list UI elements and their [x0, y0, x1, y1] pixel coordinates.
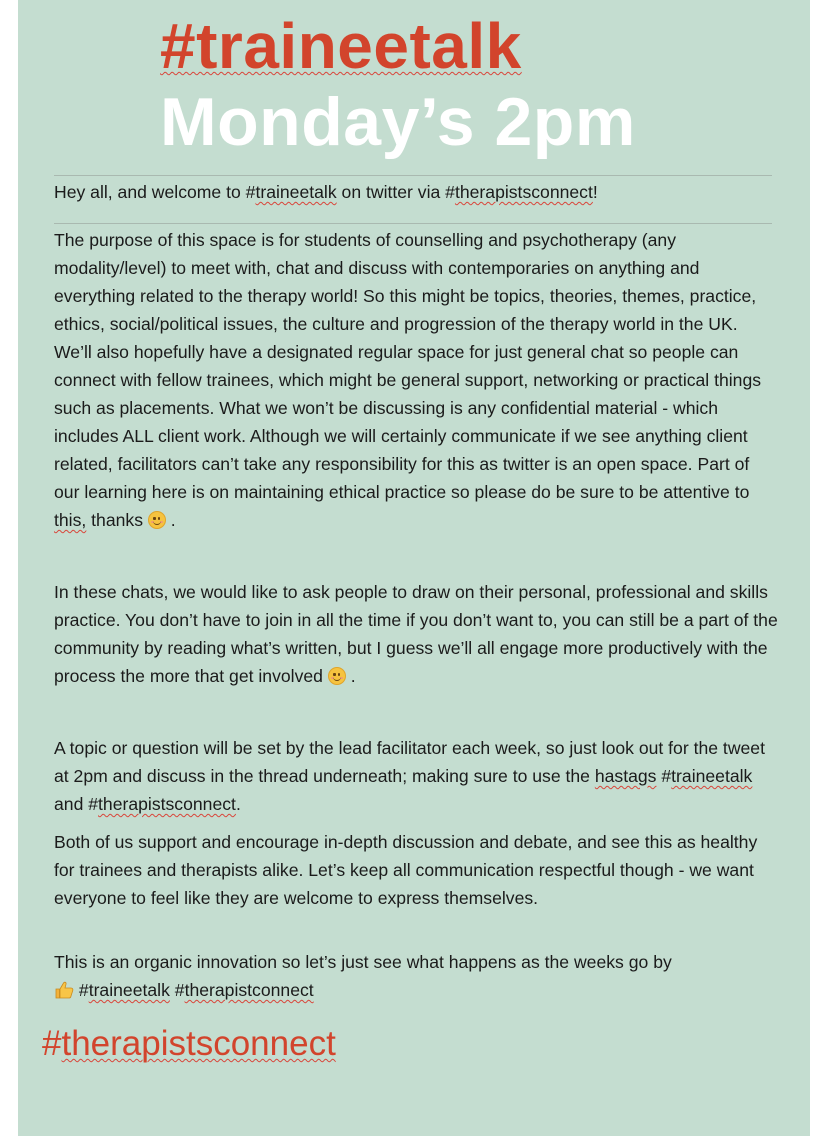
participation-paragraph	[54, 578, 778, 690]
topic-tag-traineetalk: traineetalk	[671, 766, 753, 786]
topic-text: A topic or question will be set by the lead facilitator each week, so just look out for the tweet at 2pm and discuss in the thread underneath; making sure to use the	[54, 738, 765, 786]
topic-mid: #	[656, 766, 672, 786]
purpose-end: thanks	[86, 510, 144, 530]
closing-tag-therapistconnect: therapistconnect	[184, 980, 314, 1000]
thumbs-up-emoji-icon	[54, 979, 74, 997]
hashtag-title	[160, 10, 522, 82]
purpose-flagged-word: this,	[54, 510, 87, 530]
divider-top	[54, 175, 772, 176]
participation-text: In these chats, we would like to ask people to draw on their personal, professional and skills practice. You don’t have to join in all the time if you don’t want to, you can still be a part of the community by reading what’s written, but I guess we’ll all engage more productively with the process the more that get involved	[54, 582, 778, 686]
topic-tag-therapistsconnect: therapistsconnect	[98, 794, 236, 814]
smiling-face-emoji-icon	[328, 667, 346, 685]
hashtag-title-text: #traineetalk	[160, 10, 522, 82]
discussion-paragraph: Both of us support and encourage in-depth discussion and debate, and see this as healthy for trainees and therapists alike. Let’s keep all communication respectful though - we want everyone to feel like they are welcome to express themselves.	[54, 832, 758, 908]
topic-paragraph	[54, 734, 778, 818]
closing-text: This is an organic innovation so let’s just see what happens as the weeks go by	[54, 952, 672, 972]
welcome-prefix: Hey all, and welcome to #	[54, 182, 256, 202]
document-page	[18, 0, 810, 1136]
purpose-text: The purpose of this space is for students of counselling and psychotherapy (any modality/level) to meet with, chat and discuss with contemporaries on anything and everything related to the therapy world! So this might be topics, theories, themes, practice, ethics, social/political issues, the culture and progression of the therapy world in the UK. We’ll also hopefully have a designated regular space for just general chat so people can connect with fellow trainees, which might be general support, networking or practical things such as placements. What we won’t be discussing is any confidential material - which includes ALL client work. Although we will certainly communicate if we see anything client related, facilitators can’t take any responsibility for this as twitter is an open space. Part of our learning here is on maintaining ethical practice so please do be sure to be attentive to	[54, 230, 762, 502]
topic-flagged-hastags: hastags	[594, 766, 657, 786]
closing-tag-traineetalk: traineetalk	[88, 980, 170, 1000]
closing-tags-prefix: #	[74, 980, 89, 1000]
purpose-paragraph	[54, 226, 778, 534]
purpose-trail: .	[165, 510, 176, 530]
divider-bottom	[54, 223, 772, 224]
welcome-middle: on twitter via #	[336, 182, 455, 202]
closing-tags-mid: #	[169, 980, 185, 1000]
welcome-tag-traineetalk: traineetalk	[255, 182, 337, 202]
topic-end: .	[235, 794, 241, 814]
footer-hashtag	[42, 1022, 336, 1066]
closing-paragraph	[54, 948, 778, 1004]
footer-hash: #	[42, 1024, 62, 1063]
participation-trail: .	[345, 666, 356, 686]
footer-tag-text: therapistsconnect	[61, 1024, 336, 1063]
smiling-face-emoji-icon	[148, 511, 166, 529]
welcome-suffix: !	[592, 182, 598, 202]
topic-and: and #	[54, 794, 99, 814]
welcome-tag-therapistsconnect: therapistsconnect	[454, 182, 593, 202]
schedule-title: Monday’s 2pm	[160, 84, 636, 160]
welcome-line	[54, 178, 778, 206]
